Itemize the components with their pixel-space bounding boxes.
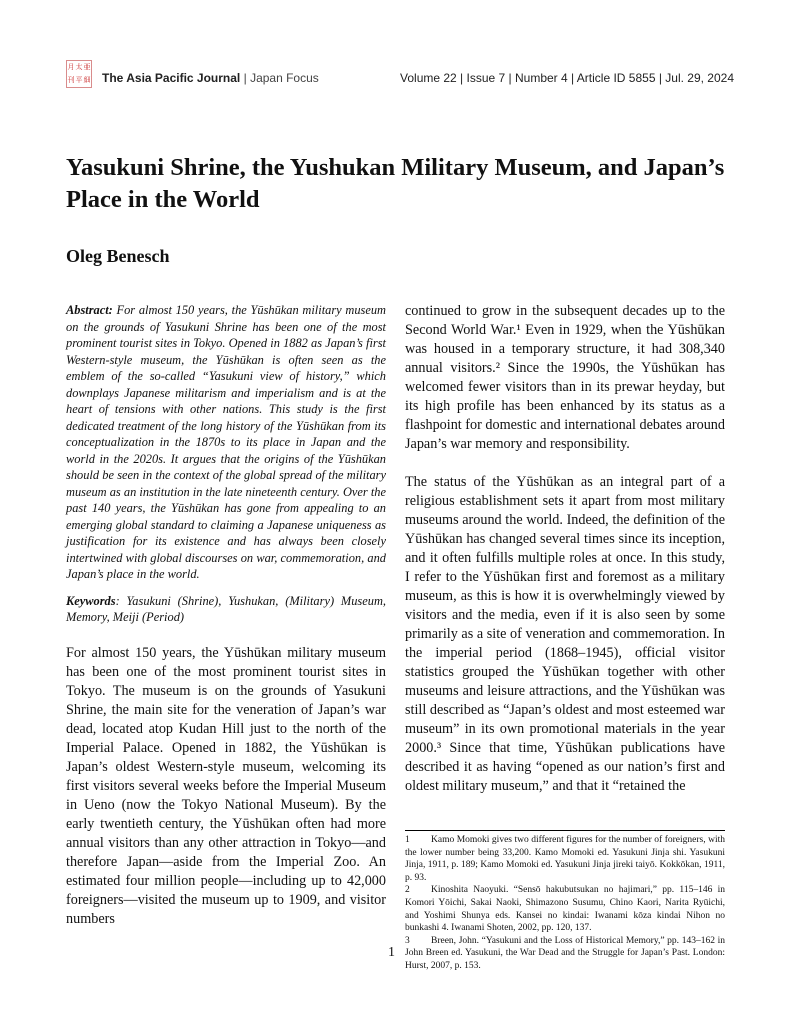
- logo-char: 刊: [67, 76, 75, 84]
- keywords: [66, 593, 386, 626]
- journal-name: [102, 71, 319, 85]
- journal-logo: [66, 60, 92, 88]
- footnote-text: Breen, John. “Yasukuni and the Loss of Historical Memory,” pp. 143–162 in John Breen ed. Yasukuni, the War Dead and the Struggle for Japan’s Past. London: Hurst, 2007, p. 153.: [405, 935, 725, 971]
- logo-char: 細: [83, 76, 91, 84]
- footnote-text: Kamo Momoki gives two different figures for the number of foreigners, with the lower number being 33,200. Kamo Momoki ed. Yasukuni Jinja shi. Yasukuni Jinja, 1911, p. 189; Kamo Momoki ed. Yasukuni Jinja jireki taiyō. Kokkōkan, 1911, p. 93.: [405, 835, 725, 883]
- body-paragraph: For almost 150 years, the Yūshūkan military museum has been one of the most prominent tourist sites in Tokyo. The museum is on the grounds of Yasukuni Shrine, the main site for the veneration of Japan’s war dead, located atop Kudan Hill just to the north of the Imperial Palace. Opened in 1882, the Yūshūkan is Japan’s oldest Western-style museum, welcoming its first visitors several weeks before the Imperial Museum in Ueno (now the Tokyo National Museum). By the early twentieth century, the Yūshūkan often had more annual visitors than any other attraction in Tokyo—and therefore Japan—aside from the Imperial Zoo. An estimated four million people—including up to 42,000 foreigners—visited the museum up to 1909, and visitor numbers: [66, 644, 386, 927]
- footnote-number: 2: [405, 885, 410, 896]
- article-title: Yasukuni Shrine, the Yushukan Military Museum, and Japan’s Place in the World: [66, 154, 725, 213]
- logo-char: 平: [75, 76, 83, 84]
- page-number: 1: [388, 945, 395, 960]
- journal-subtitle: | Japan Focus: [240, 71, 319, 85]
- abstract-text: For almost 150 years, the Yūshūkan military museum on the grounds of Yasukuni Shrine has been one of the most prominent tourist sites in Tokyo. Opened in 1882 as Japan’s first Western-style museum, the Yūshūkan is often seen as the emblem of the so-called “Yasukuni view of history,” which downplays Japanese militarism and imperialism and is at the heart of tensions with other nations. This study is the first dedicated treatment of the long history of the Yūshūkan from its conceptualization in the 1870s to its place in Japan and the world in the 2020s. It argues that the origins of the Yūshūkan should be seen in the context of the global spread of the military museum as an institution in the late nineteenth century. Over the past 140 years, the Yūshūkan has gone from appealing to an emerging global standard to claiming a Japanese uniqueness as justification for its existence and has always been closely intertwined with global discourses on war, commemoration, and Japan’s place in the world.: [66, 303, 386, 581]
- footnote-number: 1: [405, 835, 410, 845]
- footnote-text: Kinoshita Naoyuki. “Sensō hakubutsukan no hajimari,” pp. 115–146 in Komori Yōichi, Sakai Naoki, Shimazono Susumu, Chino Kaori, Narita Ryūichi, and Yoshimi Shunya eds. Kansei no kindai: Iwanami kōza kindai Nihon no bunkashi 4. Iwanami Shoten, 2002, pp. 120, 137.: [405, 885, 725, 934]
- right-column: [405, 302, 725, 815]
- logo-char: 太: [75, 63, 83, 71]
- body-paragraph: The status of the Yūshūkan as an integral part of a religious establishment sets it apart from most military museums around the world. Indeed, the definition of the Yūshūkan has changed several times since its inception, and it often fulfills multiple roles at once. In this study, I refer to the Yūshūkan first and foremost as a military museum, as this is how it is overwhelmingly viewed by visitors and the media, even if it is also seen by some primarily as a site of veneration and commemoration. In the imperial period (1868–1945), official visitor statistics grouped the Yūshūkan together with other museums and leisure attractions, and the Yūshūkan was still described as “Japan’s oldest and most esteemed war museum” in its own promotional materials in the year 2000.³ Since that time, Yūshūkan publications have described it as having “opened as our nation’s first and oldest military museum,” and that it “retained the: [405, 474, 725, 794]
- footnote-number: 3: [405, 935, 410, 946]
- footnotes: [405, 830, 725, 973]
- keywords-label: Keywords: [66, 593, 116, 608]
- page-header: [66, 60, 734, 90]
- footnote: [405, 935, 725, 973]
- logo-char: 亜: [83, 63, 91, 71]
- author-name: Oleg Benesch: [66, 246, 170, 266]
- footnote: [405, 884, 725, 934]
- journal-title: The Asia Pacific Journal: [102, 71, 241, 85]
- left-column: [66, 302, 386, 949]
- body-paragraph: continued to grow in the subsequent decades up to the Second World War.¹ Even in 1929, when the Yūshūkan was housed in a temporary structure, it had 308,340 annual visitors.² Since the 1990s, the Yūshūkan has welcomed fewer visitors than in its prewar heyday, but its high profile has been enhanced by its status as a flashpoint for domestic and international debates around Japan’s war memory and responsibility.: [405, 303, 725, 452]
- logo-char: 月: [67, 63, 75, 71]
- abstract: [66, 302, 386, 583]
- abstract-label: Abstract:: [66, 303, 113, 317]
- issue-info: Volume 22 | Issue 7 | Number 4 | Article ID 5855 | Jul. 29, 2024: [400, 71, 734, 85]
- keywords-text: : Yasukuni (Shrine), Yushukan, (Military) Museum, Memory, Meiji (Period): [66, 593, 386, 624]
- footnote: [405, 834, 725, 884]
